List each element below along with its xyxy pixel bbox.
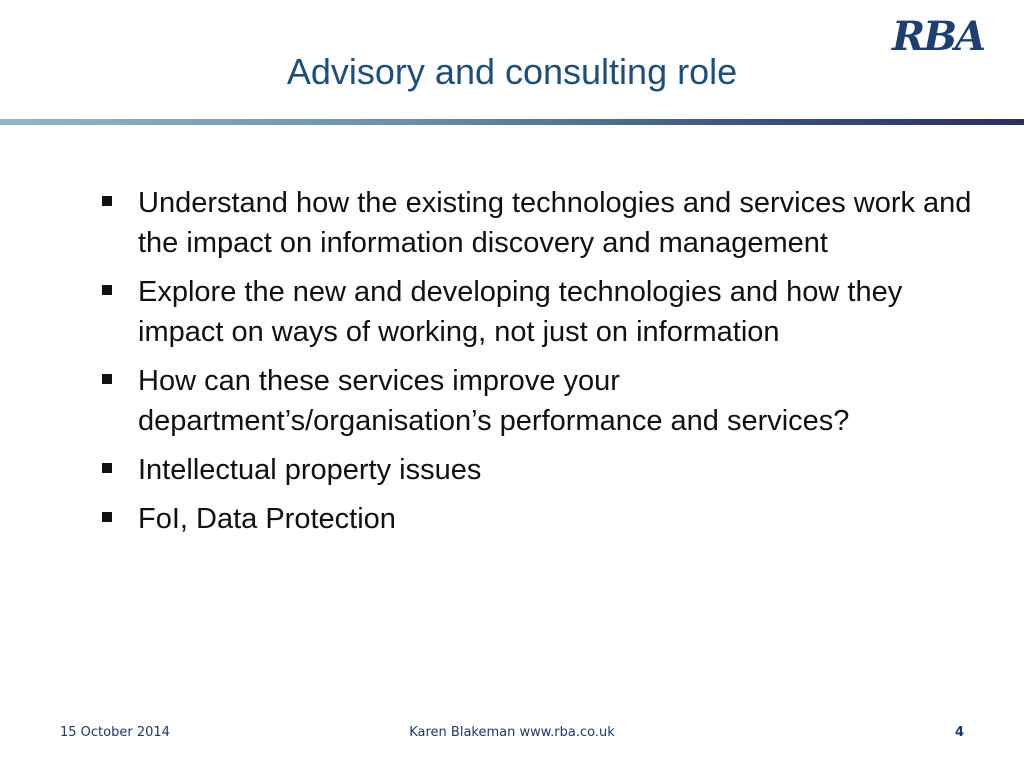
title-divider [0, 119, 1024, 125]
square-bullet-icon [102, 285, 112, 295]
footer-date: 15 October 2014 [60, 725, 170, 740]
bullet-text: Explore the new and developing technologies and how they impact on ways of working, not just on information [138, 276, 903, 348]
bullet-text: Understand how the existing technologies and services work and the impact on information discovery and management [138, 187, 972, 259]
square-bullet-icon [102, 196, 112, 206]
bullet-item [100, 272, 980, 352]
bullet-item [100, 499, 980, 539]
bullet-text: Intellectual property issues [138, 454, 482, 486]
slide-title: Advisory and consulting role [286, 51, 738, 92]
bullet-text: FoI, Data Protection [138, 503, 396, 535]
bullet-list [100, 183, 980, 548]
footer-author: Karen Blakeman www.rba.co.uk [409, 725, 615, 740]
bullet-item [100, 361, 980, 441]
bullet-item [100, 183, 980, 263]
bullet-text: How can these services improve your department’s/organisation’s performance and services? [138, 365, 850, 437]
square-bullet-icon [102, 374, 112, 384]
page-number: 4 [954, 725, 964, 740]
square-bullet-icon [102, 512, 112, 522]
logo-text: RBA [892, 13, 985, 60]
bullet-item [100, 450, 980, 490]
square-bullet-icon [102, 463, 112, 473]
